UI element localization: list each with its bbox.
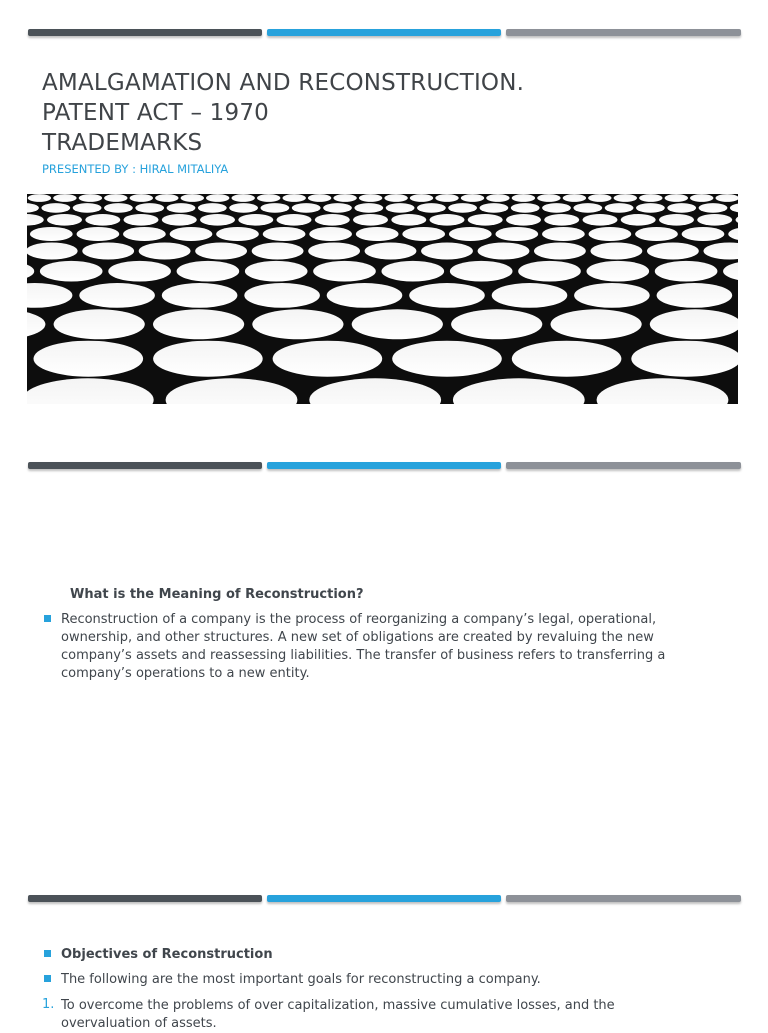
- disc-shape: [391, 214, 426, 226]
- disc-shape: [313, 261, 376, 282]
- disc-shape: [352, 309, 443, 339]
- disc-shape: [238, 214, 273, 226]
- disc-shape: [410, 194, 433, 202]
- disc-shape: [574, 283, 650, 308]
- disc-shape: [216, 227, 259, 241]
- disc-shape: [130, 194, 153, 202]
- disc-shape: [162, 214, 197, 226]
- disc-shape: [537, 194, 560, 202]
- disc-shape: [54, 309, 145, 339]
- disc-shape: [123, 227, 166, 241]
- disc-shape: [435, 194, 458, 202]
- disc-shape: [170, 227, 213, 241]
- disc-shape: [28, 194, 51, 202]
- disc-shape: [614, 194, 637, 202]
- disc-shape: [591, 243, 643, 260]
- disc-shape: [384, 194, 407, 202]
- bar-segment-dark: [28, 895, 262, 902]
- disc-shape: [697, 214, 732, 226]
- disc-shape: [155, 194, 178, 202]
- disc-shape: [308, 194, 331, 202]
- disc-shape: [283, 194, 306, 202]
- slide-heading: What is the Meaning of Reconstruction?: [70, 587, 364, 602]
- disc-shape: [356, 227, 399, 241]
- disc-shape: [417, 203, 446, 213]
- disc-shape: [327, 283, 403, 308]
- bar-segment-accent: [267, 895, 501, 902]
- list-number: 1.: [42, 997, 55, 1012]
- disc-shape: [421, 243, 473, 260]
- disc-shape: [273, 341, 383, 377]
- disc-shape: [386, 203, 415, 213]
- disc-shape: [542, 227, 585, 241]
- disc-shape: [659, 214, 694, 226]
- disc-shape: [551, 309, 642, 339]
- disc-shape: [135, 203, 164, 213]
- slide-divider-bar: [28, 29, 741, 36]
- slide-divider-bar: [28, 462, 741, 469]
- disc-shape: [27, 243, 78, 260]
- disc-shape: [682, 227, 725, 241]
- disc-shape: [34, 341, 144, 377]
- slide-divider-bar: [28, 895, 741, 902]
- disc-shape: [82, 243, 134, 260]
- title-line: PATENT ACT – 1970: [42, 100, 269, 126]
- disc-shape: [448, 203, 477, 213]
- disc-shape: [587, 261, 650, 282]
- title-line: AMALGAMATION AND RECONSTRUCTION.: [42, 70, 525, 96]
- disc-shape: [631, 341, 738, 377]
- disc-shape: [430, 214, 465, 226]
- disc-shape: [308, 243, 360, 260]
- bar-segment-accent: [267, 29, 501, 36]
- disc-shape: [650, 309, 738, 339]
- bar-segment-accent: [267, 462, 501, 469]
- disc-shape: [461, 194, 484, 202]
- slide-heading: Objectives of Reconstruction: [61, 947, 273, 962]
- disc-shape: [699, 203, 728, 213]
- disc-shape: [506, 214, 541, 226]
- bar-segment-gray: [506, 895, 741, 902]
- disc-shape: [292, 203, 321, 213]
- disc-shape: [665, 194, 688, 202]
- disc-shape: [79, 194, 102, 202]
- disc-shape: [542, 203, 571, 213]
- disc-shape: [124, 214, 159, 226]
- disc-shape: [232, 194, 255, 202]
- disc-shape: [655, 261, 718, 282]
- disc-shape: [354, 203, 383, 213]
- disc-shape: [229, 203, 258, 213]
- disc-shape: [635, 227, 678, 241]
- list-item-text: To overcome the problems of over capitalization, massive cumulative losses, and the overvaluation of assets.: [61, 998, 615, 1031]
- title-line: TRADEMARKS: [42, 130, 203, 156]
- disc-shape: [261, 203, 290, 213]
- disc-shape: [277, 214, 312, 226]
- disc-shape: [53, 194, 76, 202]
- hero-image: [27, 194, 738, 404]
- bullet-square-icon: [44, 615, 51, 622]
- disc-shape: [252, 309, 343, 339]
- disc-shape: [309, 227, 352, 241]
- disc-shape: [512, 341, 622, 377]
- disc-shape: [181, 194, 204, 202]
- disc-shape: [252, 243, 304, 260]
- disc-shape: [162, 283, 238, 308]
- disc-shape: [588, 194, 611, 202]
- disc-shape: [323, 203, 352, 213]
- disc-shape: [153, 341, 263, 377]
- disc-shape: [139, 243, 191, 260]
- disc-shape: [449, 227, 492, 241]
- disc-shape: [73, 203, 102, 213]
- disc-shape: [605, 203, 634, 213]
- disc-shape: [257, 194, 280, 202]
- disc-shape: [365, 243, 417, 260]
- bullet-square-icon: [44, 950, 51, 957]
- bar-segment-gray: [506, 462, 741, 469]
- disc-shape: [392, 341, 502, 377]
- disc-shape: [409, 283, 485, 308]
- disc-shape: [563, 194, 586, 202]
- disc-shape: [47, 214, 82, 226]
- disc-shape: [382, 261, 445, 282]
- bar-segment-gray: [506, 29, 741, 36]
- disc-shape: [153, 309, 244, 339]
- body-paragraph: Reconstruction of a company is the process of reorganizing a company’s legal, operational, ownership, and other structures. A new set of obligations are created by revaluing the new company’s assets and reassessing liabilities. The transfer of business refers to transferring a company’s operations to a new entity.: [61, 612, 666, 681]
- disc-shape: [30, 227, 73, 241]
- disc-shape: [468, 214, 503, 226]
- bar-segment-dark: [28, 29, 262, 36]
- disc-shape: [486, 194, 509, 202]
- disc-shape: [79, 283, 155, 308]
- disc-shape: [177, 261, 240, 282]
- disc-shape: [690, 194, 713, 202]
- disc-shape: [41, 203, 70, 213]
- disc-shape: [667, 203, 696, 213]
- disc-shape: [573, 203, 602, 213]
- disc-shape: [85, 214, 120, 226]
- disc-shape: [512, 194, 535, 202]
- disc-shape: [195, 243, 247, 260]
- disc-shape: [206, 194, 229, 202]
- disc-shape: [353, 214, 388, 226]
- disc-shape: [450, 261, 513, 282]
- disc-shape: [621, 214, 656, 226]
- disc-shape: [451, 309, 542, 339]
- disc-shape: [244, 283, 320, 308]
- disc-shape: [333, 194, 356, 202]
- disc-shape: [359, 194, 382, 202]
- disc-shape: [544, 214, 579, 226]
- disc-shape: [77, 227, 120, 241]
- disc-shape: [492, 283, 568, 308]
- disc-shape: [583, 214, 618, 226]
- disc-shape: [198, 203, 227, 213]
- disc-shape: [167, 203, 196, 213]
- disc-shape: [402, 227, 445, 241]
- disc-shape: [315, 214, 350, 226]
- slide-title: [42, 68, 524, 158]
- disc-shape: [495, 227, 538, 241]
- disc-shape: [200, 214, 235, 226]
- disc-shape: [657, 283, 733, 308]
- disc-shape: [245, 261, 308, 282]
- disc-shape: [40, 261, 103, 282]
- disc-shape: [511, 203, 540, 213]
- disc-shape: [104, 203, 133, 213]
- disc-shape: [589, 227, 632, 241]
- disc-shape: [478, 243, 530, 260]
- disc-shape: [636, 203, 665, 213]
- disc-shape: [534, 243, 586, 260]
- disc-shape: [480, 203, 509, 213]
- bar-segment-dark: [28, 462, 262, 469]
- disc-shape: [108, 261, 171, 282]
- bullet-square-icon: [44, 975, 51, 982]
- body-paragraph: The following are the most important goals for reconstructing a company.: [61, 972, 541, 987]
- disc-shape: [518, 261, 581, 282]
- disc-shape: [639, 194, 662, 202]
- disc-shape: [104, 194, 127, 202]
- disc-shape: [647, 243, 699, 260]
- presenter-subtitle: PRESENTED BY : HIRAL MITALIYA: [42, 162, 229, 176]
- disc-shape: [263, 227, 306, 241]
- disc-shape: [716, 194, 739, 202]
